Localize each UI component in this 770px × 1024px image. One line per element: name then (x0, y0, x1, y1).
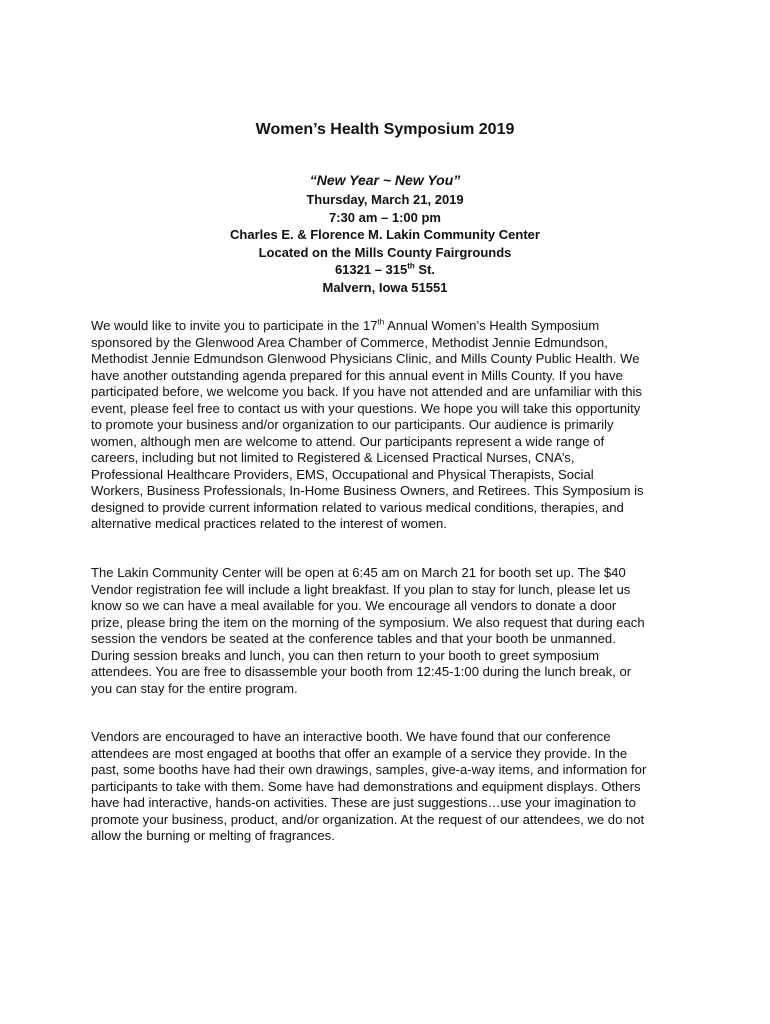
paragraph-line: promote your business, product, and/or organization. At the request of our attendees, we do not (91, 811, 645, 827)
paragraph-line: attendees. You are free to disassemble your booth from 12:45-1:00 during the lunch break, or (91, 664, 632, 679)
paragraph-line: know so we can have a meal available for you. We encourage all vendors to donate a door (91, 598, 617, 613)
paragraph-line: prize, please bring the item on the morning of the symposium. We also request that during each (91, 614, 645, 630)
paragraph-line: have another outstanding agenda prepared for this annual event in Mills County. If you have (91, 367, 623, 383)
paragraph-line: sponsored by the Glenwood Area Chamber of Commerce, Methodist Jennie Edmundson, (91, 334, 608, 350)
paragraph-line: Methodist Jennie Edmundson Glenwood Physicians Clinic, and Mills County Public Health. We (91, 351, 640, 366)
paragraph-booth-setup (91, 565, 683, 697)
paragraph-line: careers, including but not limited to Registered & Licensed Practical Nurses, CNA’s, (91, 450, 575, 465)
event-tagline: “New Year ~ New You” (309, 172, 461, 188)
event-date: Thursday, March 21, 2019 (306, 192, 464, 207)
paragraph-line: have had interactive, hands-on activities. These are just suggestions…use your imagination to (91, 795, 636, 810)
event-city: Malvern, Iowa 51551 (322, 279, 448, 295)
paragraph-line: attendees are most engaged at booths that offer an example of a service they provide. In the (91, 745, 628, 761)
event-details (0, 170, 770, 296)
address-ordinal: th (407, 261, 415, 271)
paragraph-line: event, please feel free to contact us with your questions. We hope you will take this opportunity (91, 400, 641, 416)
paragraph-line: allow the burning or melting of fragrances. (91, 828, 335, 843)
paragraph-interactive-booth (91, 729, 683, 845)
event-venue: Charles E. & Florence M. Lakin Community Center (230, 227, 540, 242)
paragraph-invitation (91, 318, 683, 533)
paragraph-line: participated before, we welcome you back. If you have not attended and are unfamiliar with this (91, 384, 642, 399)
ordinal-suffix: th (377, 317, 385, 327)
paragraph-line: designed to provide current information related to various medical conditions, therapies, and (91, 499, 624, 515)
paragraph-line: to promote your business and/or organization to our participants. Our audience is primarily (91, 417, 614, 432)
paragraph-line: Vendors are encouraged to have an interactive booth. We have found that our conference (91, 729, 611, 744)
document-title: Women’s Health Symposium 2019 (255, 121, 515, 138)
line-text: Annual Women’s Health Symposium (384, 318, 600, 333)
line-text: We would like to invite you to participate in the 17 (91, 318, 378, 333)
paragraph-line: session the vendors be seated at the conference tables and that your booth be unmanned. (91, 631, 616, 646)
paragraph-line: past, some booths have had their own drawings, samples, give-a-way items, and information for (91, 762, 647, 777)
paragraph-line: Vendor registration fee will include a light breakfast. If you plan to stay for lunch, please let us (91, 581, 631, 597)
address-street: St. (414, 262, 436, 277)
address-number: 61321 – 315 (334, 262, 408, 277)
event-time: 7:30 am – 1:00 pm (328, 209, 441, 225)
paragraph-line: alternative medical practices related to the interest of women. (91, 516, 447, 531)
event-address (0, 261, 770, 279)
paragraph-line: Professional Healthcare Providers, EMS, Occupational and Physical Therapists, Social (91, 466, 594, 482)
paragraph-line: The Lakin Community Center will be open at 6:45 am on March 21 for booth set up. The $40 (91, 565, 626, 580)
paragraph-line: During session breaks and lunch, you can then return to your booth to greet symposium (91, 647, 600, 663)
paragraph-line: Workers, Business Professionals, In-Home Business Owners, and Retirees. This Symposium is (91, 483, 644, 498)
paragraph-line: women, although men are welcome to attend. Our participants represent a wide range of (91, 433, 605, 449)
paragraph-line: you can stay for the entire program. (91, 680, 298, 696)
paragraph-line (91, 318, 683, 335)
event-location: Located on the Mills County Fairgrounds (258, 244, 512, 260)
paragraph-line: participants to take with them. Some have had demonstrations and equipment displays. Others (91, 778, 641, 794)
